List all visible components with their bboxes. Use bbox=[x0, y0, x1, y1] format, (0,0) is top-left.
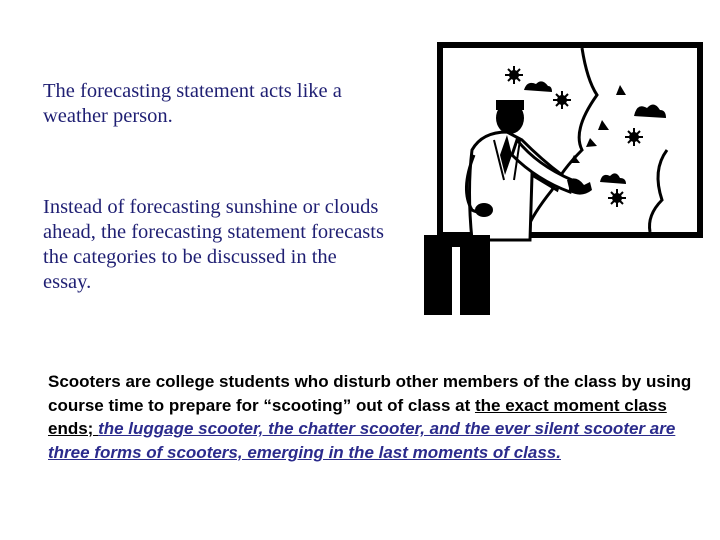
thesis-topic: Scooters are college students who disturb other members of the class by using course time to prepare for “scooting” out of class at bbox=[48, 372, 692, 415]
thesis-statement bbox=[48, 370, 703, 464]
thesis-topic-end: the exact moment class ends; bbox=[48, 395, 667, 438]
thesis-forecast: the luggage scooter, the chatter scooter, and the ever silent scooter are three forms of scooters, emerging in the last moments of class. bbox=[48, 419, 676, 462]
weather-forecaster-clipart bbox=[412, 40, 712, 320]
weather-person-paragraph: The forecasting statement acts like a weather person. bbox=[43, 80, 342, 127]
categories-paragraph: Instead of forecasting sunshine or clouds ahead, the forecasting statement forecasts the categories to be discussed in the essay. bbox=[43, 196, 384, 293]
